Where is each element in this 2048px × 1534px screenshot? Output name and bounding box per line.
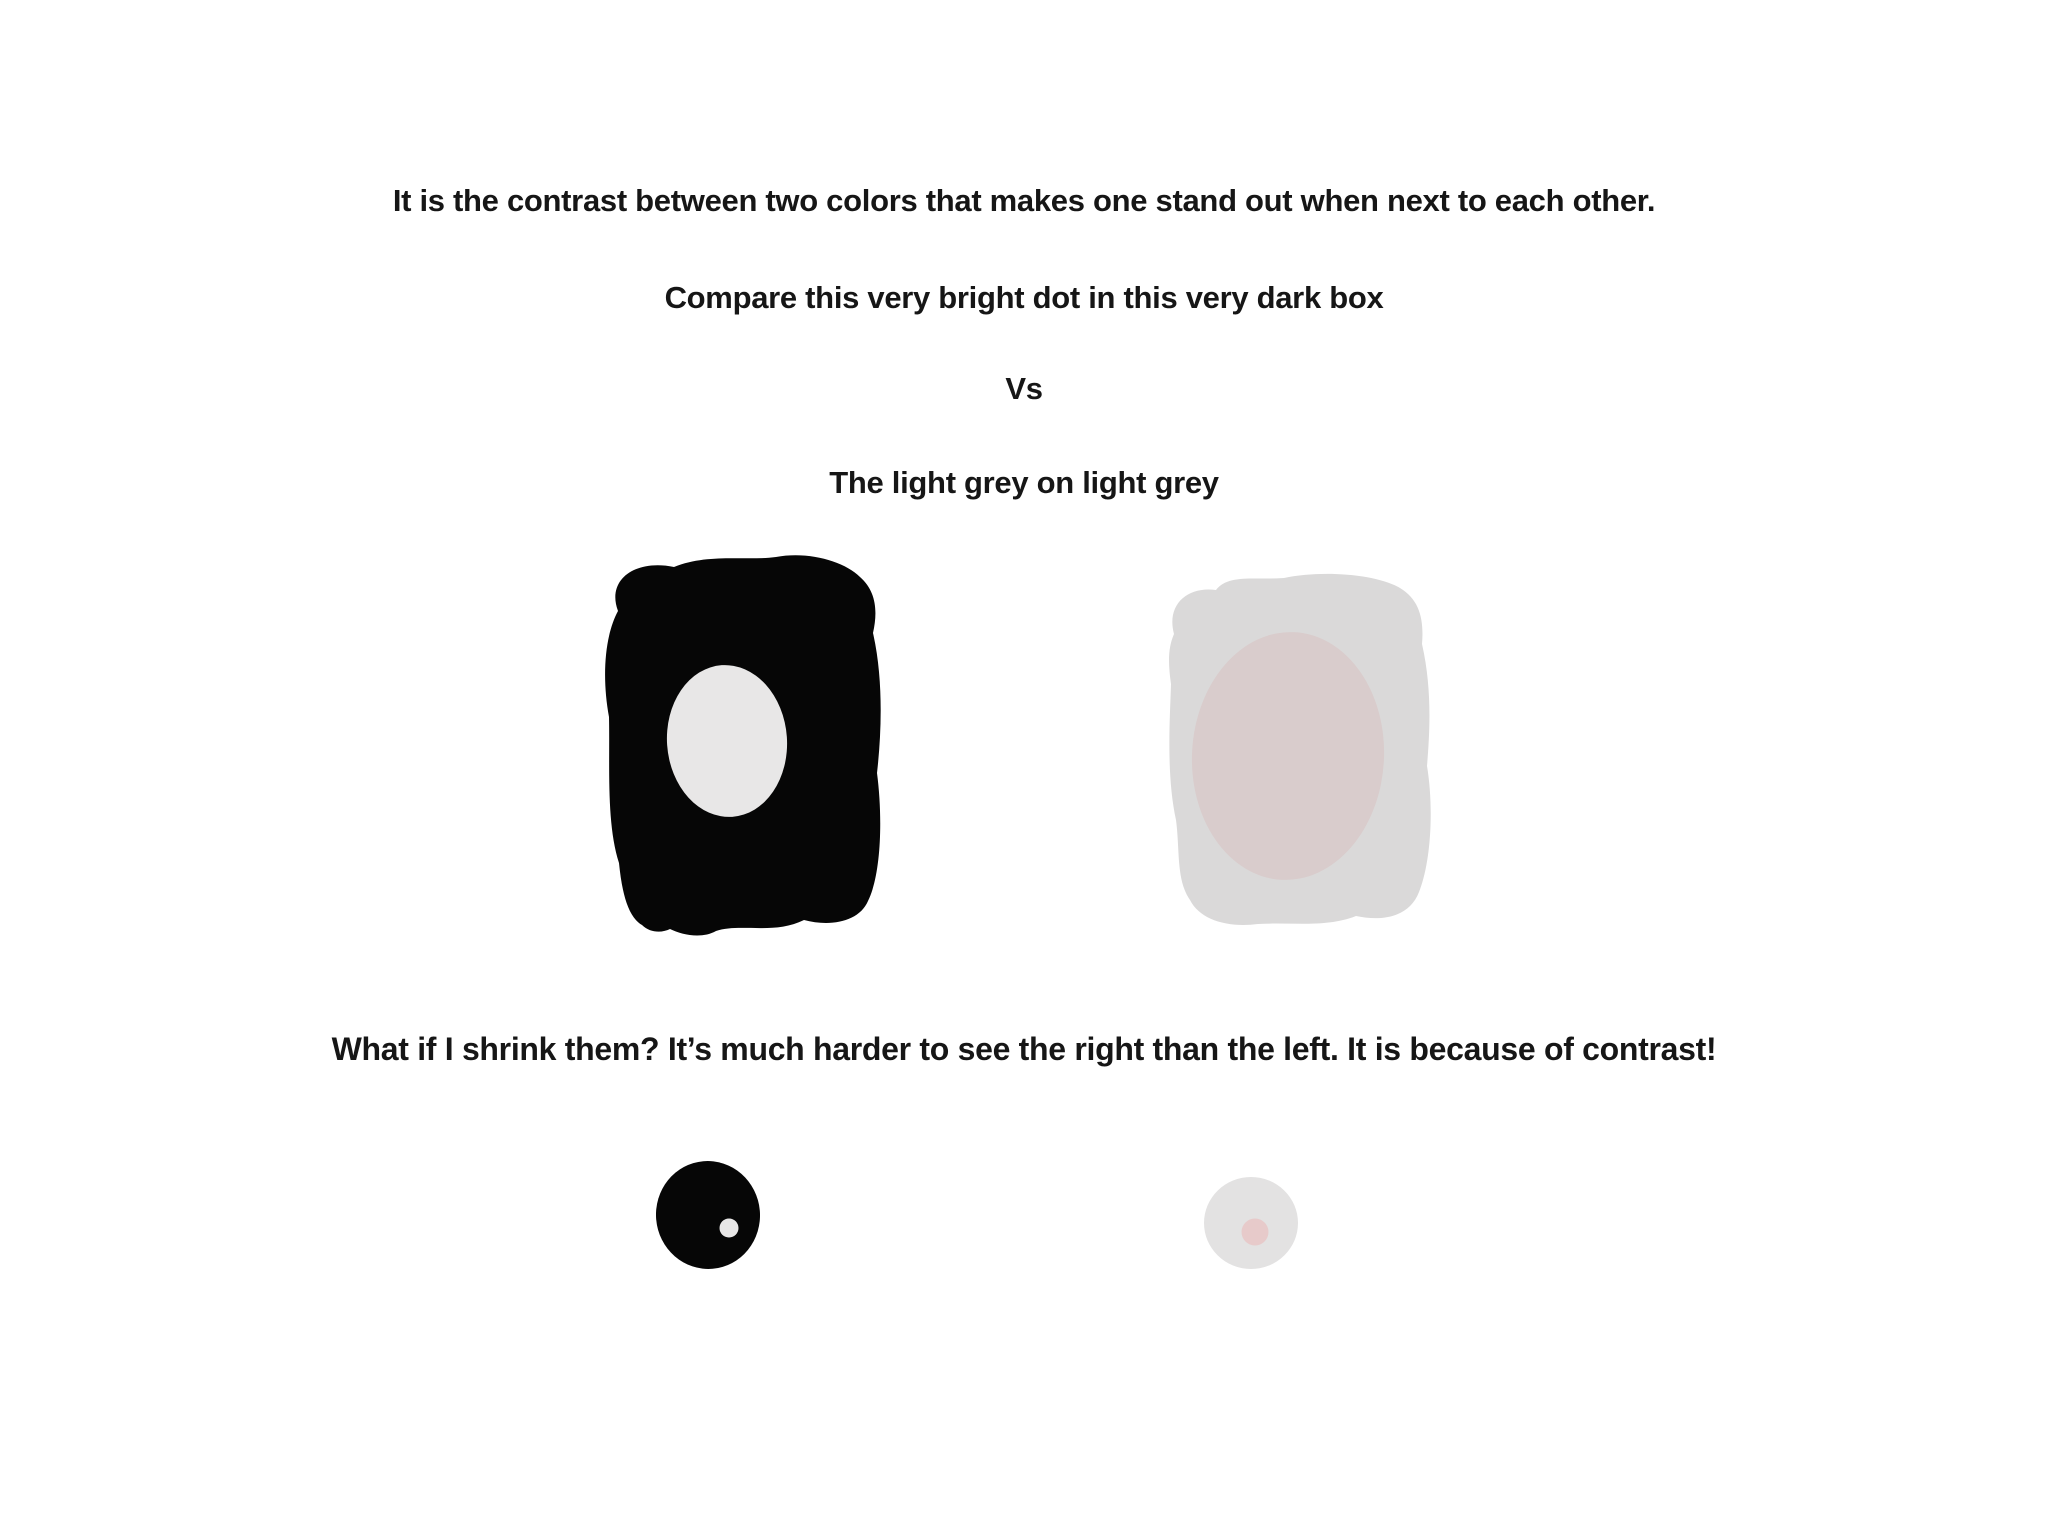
small-pink-dot (1242, 1219, 1269, 1246)
small-bright-dot (720, 1219, 739, 1238)
light-grey-text: The light grey on light grey (829, 465, 1219, 500)
grey-box-drawing (1142, 562, 1442, 940)
small-dark-circle-drawing (656, 1160, 762, 1270)
small-grey-circle-drawing (1204, 1176, 1300, 1272)
intro-text: It is the contrast between two colors that makes one stand out when next to each other. (392, 183, 1656, 218)
small-dark-circle (656, 1160, 762, 1270)
shrink-text: What if I shrink them? It’s much harder to see the right than the left. It is because of contrast! (331, 1031, 1717, 1067)
versus-text: Vs (1005, 371, 1043, 406)
compare-text: Compare this very bright dot in this very dark box (664, 280, 1384, 315)
dark-box-drawing (578, 545, 890, 948)
